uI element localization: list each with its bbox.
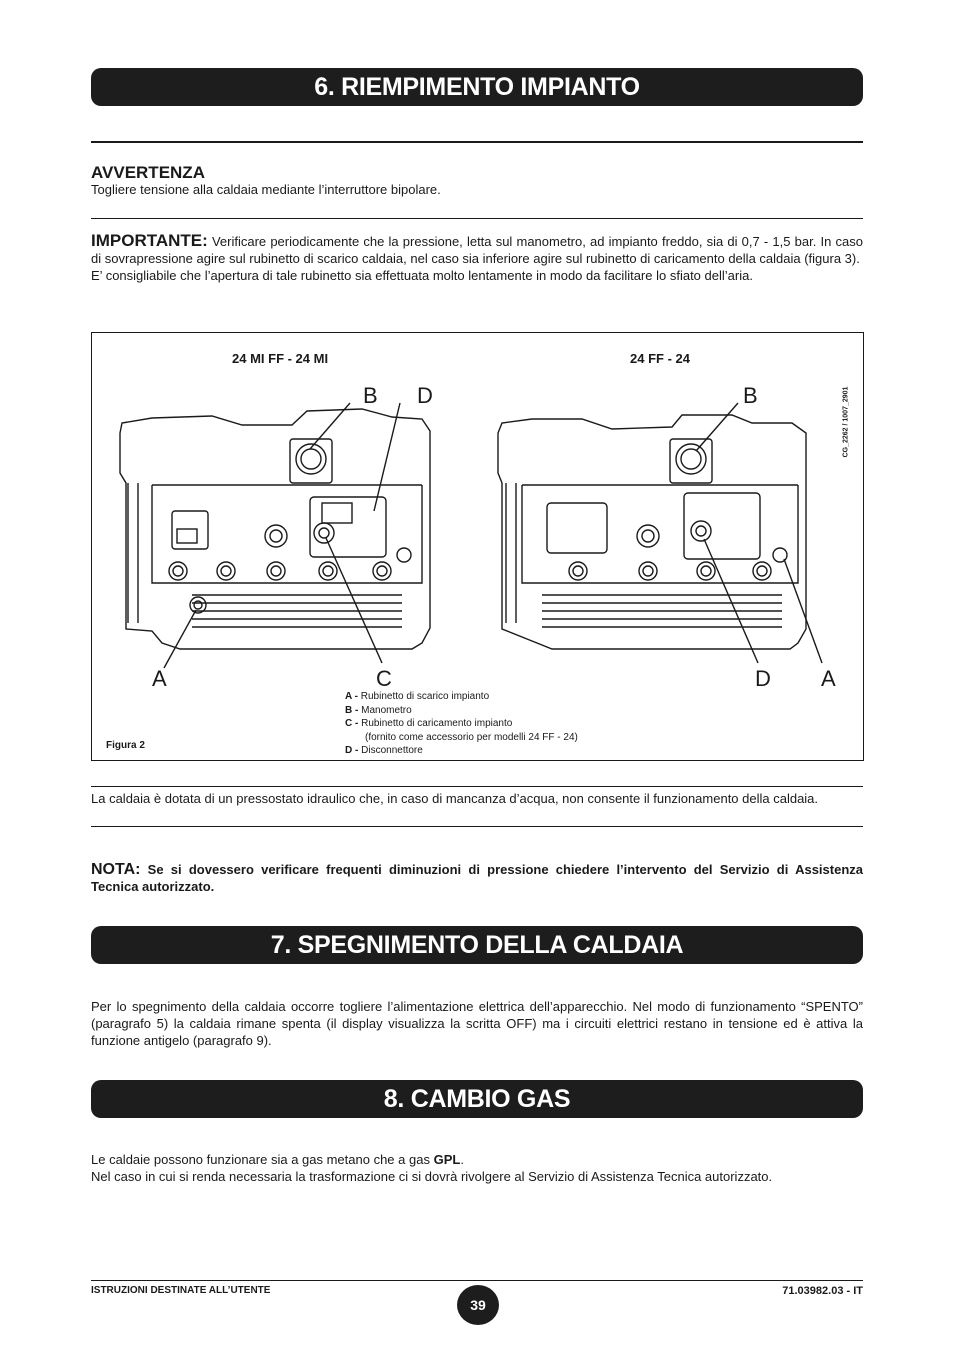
nota-heading: NOTA: bbox=[91, 861, 141, 878]
nota-text: Se si dovessero verificare frequenti diminuzioni di pressione chiedere l’intervento del Servizio di Assistenza Tecnica autorizzato. bbox=[91, 862, 863, 894]
figure-label-left: 24 MI FF - 24 MI bbox=[232, 351, 329, 366]
avvertenza-heading: AVVERTENZA bbox=[91, 163, 205, 182]
divider bbox=[91, 826, 863, 827]
divider bbox=[91, 141, 863, 143]
nota-block bbox=[91, 861, 863, 895]
drawing-code: CG_2262 / 1007_2901 bbox=[842, 386, 850, 458]
importante-text-2: E’ consigliabile che l’apertura di tale rubinetto sia effettuata molto lentamente in modo da facilitare lo sfiato dell’aria. bbox=[91, 268, 753, 283]
page-number: 39 bbox=[457, 1285, 499, 1325]
callout-a-right: A bbox=[821, 666, 836, 691]
footer-right: 71.03982.03 - IT bbox=[782, 1285, 863, 1297]
figure-2 bbox=[91, 332, 864, 761]
figure-label-right: 24 FF - 24 bbox=[630, 351, 690, 366]
avvertenza-block bbox=[91, 164, 863, 198]
callout-d-right: D bbox=[755, 666, 771, 691]
divider bbox=[91, 786, 863, 787]
callout-b-left: B bbox=[363, 383, 378, 408]
callout-b-right: B bbox=[743, 383, 758, 408]
callout-c-left: C bbox=[376, 666, 392, 691]
section-8-title: 8. CAMBIO GAS bbox=[91, 1080, 863, 1118]
pressostato-text: La caldaia è dotata di un pressostato idraulico che, in caso di mancanza d’acqua, non consente il funzionamento della caldaia. bbox=[91, 791, 819, 806]
legend-item: C - Rubinetto di caricamento impianto bbox=[345, 718, 513, 729]
divider bbox=[91, 218, 863, 219]
footer-left: ISTRUZIONI DESTINATE ALL’UTENTE bbox=[91, 1285, 271, 1296]
legend-item: A - Rubinetto di scarico impianto bbox=[345, 691, 490, 702]
boiler-left-drawing bbox=[120, 403, 430, 668]
importante-heading: IMPORTANTE: bbox=[91, 231, 208, 250]
importante-block bbox=[91, 232, 863, 284]
section-8-line-2: Nel caso in cui si renda necessaria la trasformazione ci si dovrà rivolgere al Servizio di Assistenza Tecnica autorizzato. bbox=[91, 1169, 773, 1184]
legend-item: D - Disconnettore bbox=[345, 745, 423, 756]
avvertenza-text: Togliere tensione alla caldaia mediante l’interruttore bipolare. bbox=[91, 182, 441, 197]
section-6-title: 6. RIEMPIMENTO IMPIANTO bbox=[91, 68, 863, 106]
footer-divider bbox=[91, 1280, 863, 1281]
importante-text: Verificare periodicamente che la pressione, letta sul manometro, ad impianto freddo, sia di 0,7 - 1,5 bar. In caso di sovrapressione agire sul rubinetto di scarico caldaia, nel caso sia inferiore agire sul rubinetto di caricamento della caldaia (figura 3). bbox=[91, 234, 863, 266]
section-7-text: Per lo spegnimento della caldaia occorre togliere l’alimentazione elettrica dell’apparecchio. Nel modo di funzionamento “SPENTO” (paragrafo 5) la caldaia rimane spenta (il display visualizza la scritta OFF) ma i circuiti elettrici restano in tensione ed è attiva la funzione antigelo (paragrafo 9). bbox=[91, 999, 863, 1048]
figure-legend bbox=[345, 690, 578, 758]
figure-caption: Figura 2 bbox=[106, 740, 145, 751]
legend-item: B - Manometro bbox=[345, 704, 412, 716]
callout-a-left: A bbox=[152, 666, 167, 691]
section-8-text bbox=[91, 1151, 863, 1185]
section-7-title: 7. SPEGNIMENTO DELLA CALDAIA bbox=[91, 926, 863, 964]
section-8-line-1: Le caldaie possono funzionare sia a gas metano che a gas GPL. bbox=[91, 1152, 464, 1167]
legend-item: (fornito come accessorio per modelli 24 FF - 24) bbox=[365, 731, 578, 743]
callout-d-left: D bbox=[417, 383, 433, 408]
boiler-right-drawing bbox=[498, 403, 822, 663]
